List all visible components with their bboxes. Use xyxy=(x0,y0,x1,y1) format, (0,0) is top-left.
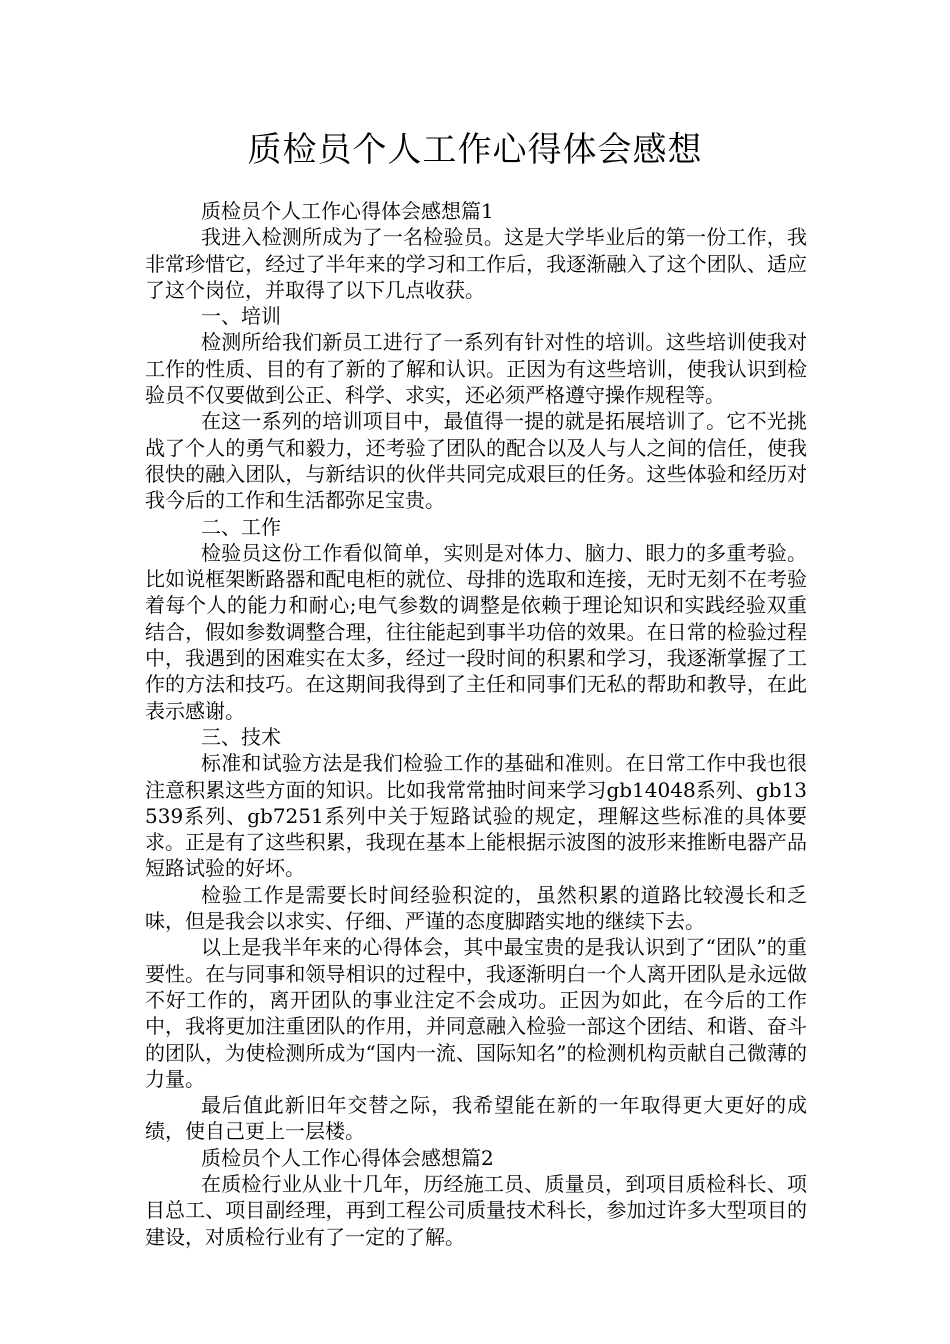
section-heading-part-2: 质检员个人工作心得体会感想篇2 xyxy=(201,1145,494,1170)
paragraph-part-2-intro: 在质检行业从业十几年，历经施工员、质量员，到项目质检科长、项目总工、项目副经理，再到工程公司质量技术科长，参加过许多大型项目的建设，对质检行业有了一定的了解。 xyxy=(145,1171,807,1249)
section-heading-technology: 三、技术 xyxy=(201,724,281,749)
section-heading-work: 二、工作 xyxy=(201,514,281,539)
paragraph-intro: 我进入检测所成为了一名检验员。这是大学毕业后的第一份工作，我非常珍惜它，经过了半年来的学习和工作后，我逐渐融入了这个团队、适应了这个岗位，并取得了以下几点收获。 xyxy=(145,225,807,302)
section-heading-part-1: 质检员个人工作心得体会感想篇1 xyxy=(201,199,494,223)
paragraph-technology-1: 标准和试验方法是我们检验工作的基础和准则。在日常工作中我也很注意积累这些方面的知识。比如我常常抽时间来学习gb14048系列、gb13539系列、gb7251系列中关于短路试验的规定，理解这些标准的具体要求。正是有了这些积累，我现在基本上能根据示波图的波形来推断电器产品短路试验的好坏。 xyxy=(145,751,807,881)
document-title: 质检员个人工作心得体会感想 xyxy=(247,130,703,170)
paragraph-work: 检验员这份工作看似简单，实则是对体力、脑力、眼力的多重考验。比如说框架断路器和配电柜的就位、母排的选取和连接，无时无刻不在考验着每个人的能力和耐心;电气参数的调整是依赖于理论知识和实践经验双重结合，假如参数调整合理，往往能起到事半功倍的效果。在日常的检验过程中，我遇到的困难实在太多，经过一段时间的积累和学习，我逐渐掌握了工作的方法和技巧。在这期间我得到了主任和同事们无私的帮助和教导，在此表示感谢。 xyxy=(145,540,807,723)
paragraph-training-2: 在这一系列的培训项目中，最值得一提的就是拓展培训了。它不光挑战了个人的勇气和毅力，还考验了团队的配合以及人与人之间的信任，使我很快的融入团队，与新结识的伙伴共同完成艰巨的任务。这些体验和经历对我今后的工作和生活都弥足宝贵。 xyxy=(145,409,807,513)
document-body xyxy=(145,198,807,1250)
paragraph-closing: 最后值此新旧年交替之际，我希望能在新的一年取得更大更好的成绩，使自己更上一层楼。 xyxy=(145,1093,807,1144)
paragraph-technology-2: 检验工作是需要长时间经验积淀的，虽然积累的道路比较漫长和乏味，但是我会以求实、仔细、严谨的态度脚踏实地的继续下去。 xyxy=(145,882,807,934)
paragraph-summary: 以上是我半年来的心得体会，其中最宝贵的是我认识到了“团队”的重要性。在与同事和领导相识的过程中，我逐渐明白一个人离开团队是永远做不好工作的，离开团队的事业注定不会成功。正因为如此，在今后的工作中，我将更加注重团队的作用，并同意融入检验一部这个团结、和谐、奋斗的团队，为使检测所成为“国内一流、国际知名”的检测机构贡献自己微薄的力量。 xyxy=(145,935,807,1091)
section-heading-training: 一、培训 xyxy=(201,304,281,329)
paragraph-training-1: 检测所给我们新员工进行了一系列有针对性的培训。这些培训使我对工作的性质、目的有了新的了解和认识。正因为有这些培训，使我认识到检验员不仅要做到公正、科学、求实，还必须严格遵守操作规程等。 xyxy=(145,330,807,408)
